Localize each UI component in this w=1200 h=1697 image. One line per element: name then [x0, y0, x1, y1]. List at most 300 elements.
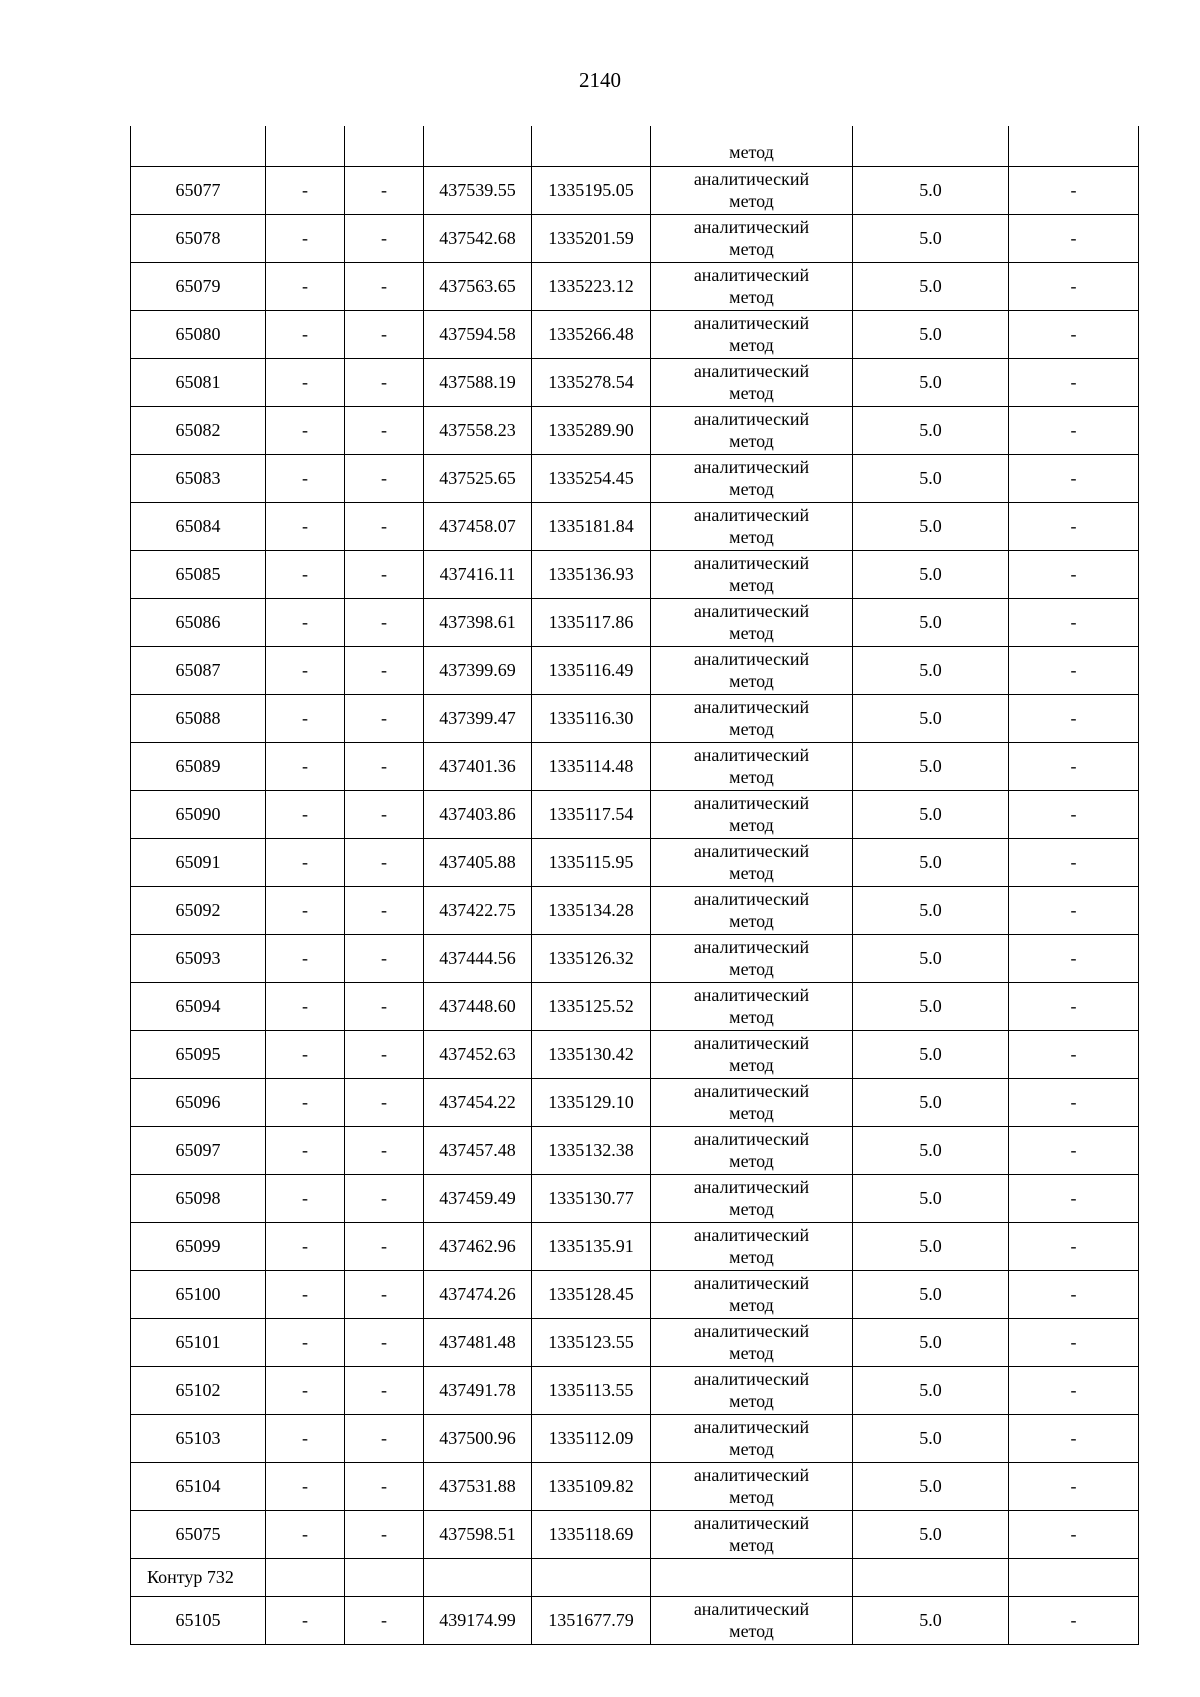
method-line-1: аналитический — [693, 552, 810, 573]
coordinates-table — [130, 126, 1139, 1645]
method-line-1: аналитический — [693, 792, 810, 813]
dash-cell: - — [1009, 1031, 1139, 1079]
table-cell — [853, 126, 1009, 167]
method-cell — [651, 599, 853, 647]
table-cell — [532, 1559, 651, 1597]
method-cell — [651, 263, 853, 311]
dash-cell: - — [266, 1223, 345, 1271]
method-line-2: метод — [729, 1390, 774, 1411]
method-line-2: метод — [729, 958, 774, 979]
table-row — [131, 1319, 1139, 1367]
method-line-2: метод — [729, 1486, 774, 1507]
method-line-2: метод — [729, 526, 774, 547]
method-line-1: аналитический — [693, 408, 810, 429]
method-line-1: аналитический — [693, 600, 810, 621]
dash-cell: - — [345, 1511, 424, 1559]
dash-cell: - — [1009, 1271, 1139, 1319]
dash-cell: - — [1009, 1415, 1139, 1463]
dash-cell: - — [266, 455, 345, 503]
method-cell — [651, 791, 853, 839]
method-line-2: метод — [729, 670, 774, 691]
point-id-cell: 65078 — [131, 215, 266, 263]
y-coordinate-cell: 1335112.09 — [532, 1415, 651, 1463]
y-coordinate-cell: 1335118.69 — [532, 1511, 651, 1559]
dash-cell: - — [1009, 647, 1139, 695]
method-line-2: метод — [729, 190, 774, 211]
table-row-continuation — [131, 126, 1139, 167]
page-number: 2140 — [579, 68, 621, 92]
y-coordinate-cell: 1335254.45 — [532, 455, 651, 503]
dash-cell: - — [1009, 1463, 1139, 1511]
dash-cell: - — [345, 455, 424, 503]
accuracy-cell: 5.0 — [853, 359, 1009, 407]
method-cell — [651, 1079, 853, 1127]
method-line-2: метод — [729, 814, 774, 835]
method-line-2: метод — [729, 286, 774, 307]
method-cell — [651, 1319, 853, 1367]
method-line-1: аналитический — [693, 1416, 810, 1437]
method-line-1: аналитический — [693, 936, 810, 957]
dash-cell: - — [266, 311, 345, 359]
y-coordinate-cell: 1335132.38 — [532, 1127, 651, 1175]
dash-cell: - — [345, 1271, 424, 1319]
point-id-cell: 65097 — [131, 1127, 266, 1175]
method-line-1: аналитический — [693, 1128, 810, 1149]
method-line-1: аналитический — [693, 696, 810, 717]
dash-cell: - — [1009, 1223, 1139, 1271]
y-coordinate-cell: 1335126.32 — [532, 935, 651, 983]
accuracy-cell: 5.0 — [853, 935, 1009, 983]
x-coordinate-cell: 437594.58 — [424, 311, 532, 359]
x-coordinate-cell: 437422.75 — [424, 887, 532, 935]
table-row — [131, 1511, 1139, 1559]
x-coordinate-cell: 437563.65 — [424, 263, 532, 311]
dash-cell: - — [266, 1463, 345, 1511]
dash-cell: - — [1009, 935, 1139, 983]
method-line-2: метод — [729, 1438, 774, 1459]
y-coordinate-cell: 1335201.59 — [532, 215, 651, 263]
point-id-cell: 65075 — [131, 1511, 266, 1559]
point-id-cell: 65102 — [131, 1367, 266, 1415]
y-coordinate-cell: 1335116.49 — [532, 647, 651, 695]
point-id-cell: 65084 — [131, 503, 266, 551]
accuracy-cell: 5.0 — [853, 551, 1009, 599]
table-row — [131, 983, 1139, 1031]
method-line-2: метод — [729, 622, 774, 643]
dash-cell: - — [1009, 311, 1139, 359]
y-coordinate-cell: 1335114.48 — [532, 743, 651, 791]
table-row — [131, 1175, 1139, 1223]
method-line-2: метод — [729, 1006, 774, 1027]
table-cell — [131, 126, 266, 167]
x-coordinate-cell: 437525.65 — [424, 455, 532, 503]
y-coordinate-cell: 1335109.82 — [532, 1463, 651, 1511]
dash-cell: - — [345, 791, 424, 839]
table-row — [131, 359, 1139, 407]
method-cell — [651, 1367, 853, 1415]
dash-cell: - — [345, 935, 424, 983]
method-cell — [651, 887, 853, 935]
method-line-2: метод — [729, 478, 774, 499]
table-cell — [345, 126, 424, 167]
accuracy-cell: 5.0 — [853, 1415, 1009, 1463]
method-line-1: аналитический — [693, 1272, 810, 1293]
method-line-2: метод — [729, 1102, 774, 1123]
dash-cell: - — [345, 1463, 424, 1511]
dash-cell: - — [345, 1319, 424, 1367]
x-coordinate-cell: 437542.68 — [424, 215, 532, 263]
x-coordinate-cell: 437457.48 — [424, 1127, 532, 1175]
accuracy-cell: 5.0 — [853, 1511, 1009, 1559]
dash-cell: - — [1009, 1127, 1139, 1175]
x-coordinate-cell: 437531.88 — [424, 1463, 532, 1511]
x-coordinate-cell: 437588.19 — [424, 359, 532, 407]
dash-cell: - — [1009, 791, 1139, 839]
dash-cell: - — [266, 1127, 345, 1175]
accuracy-cell: 5.0 — [853, 455, 1009, 503]
table-row — [131, 1127, 1139, 1175]
dash-cell: - — [266, 647, 345, 695]
dash-cell: - — [1009, 743, 1139, 791]
point-id-cell: 65093 — [131, 935, 266, 983]
dash-cell: - — [1009, 407, 1139, 455]
x-coordinate-cell: 437448.60 — [424, 983, 532, 1031]
dash-cell: - — [345, 1223, 424, 1271]
dash-cell: - — [345, 695, 424, 743]
table-row — [131, 503, 1139, 551]
point-id-cell: 65098 — [131, 1175, 266, 1223]
table-row — [131, 407, 1139, 455]
table-row — [131, 647, 1139, 695]
y-coordinate-cell: 1335116.30 — [532, 695, 651, 743]
method-cell — [651, 1175, 853, 1223]
method-cell — [651, 1597, 853, 1645]
point-id-cell: 65088 — [131, 695, 266, 743]
table-row — [131, 695, 1139, 743]
dash-cell: - — [345, 407, 424, 455]
method-line-2: метод — [729, 910, 774, 931]
method-cell — [651, 695, 853, 743]
accuracy-cell: 5.0 — [853, 1597, 1009, 1645]
x-coordinate-cell: 437399.69 — [424, 647, 532, 695]
method-cell — [651, 1223, 853, 1271]
method-line-1: аналитический — [693, 888, 810, 909]
dash-cell: - — [266, 887, 345, 935]
dash-cell: - — [266, 263, 345, 311]
table-row — [131, 1079, 1139, 1127]
point-id-cell: 65099 — [131, 1223, 266, 1271]
dash-cell: - — [1009, 695, 1139, 743]
method-cell — [651, 311, 853, 359]
y-coordinate-cell: 1335289.90 — [532, 407, 651, 455]
dash-cell: - — [345, 551, 424, 599]
method-line-1: аналитический — [693, 1176, 810, 1197]
method-cell — [651, 167, 853, 215]
accuracy-cell: 5.0 — [853, 695, 1009, 743]
y-coordinate-cell: 1335223.12 — [532, 263, 651, 311]
point-id-cell: 65105 — [131, 1597, 266, 1645]
point-id-cell: 65089 — [131, 743, 266, 791]
method-line-1: аналитический — [693, 168, 810, 189]
method-line-2: метод — [729, 1054, 774, 1075]
accuracy-cell: 5.0 — [853, 215, 1009, 263]
accuracy-cell: 5.0 — [853, 1463, 1009, 1511]
table-row — [131, 1031, 1139, 1079]
dash-cell: - — [266, 1511, 345, 1559]
method-cell — [651, 407, 853, 455]
table-row — [131, 839, 1139, 887]
point-id-cell: 65096 — [131, 1079, 266, 1127]
dash-cell: - — [266, 599, 345, 647]
dash-cell: - — [345, 1175, 424, 1223]
dash-cell: - — [1009, 839, 1139, 887]
dash-cell: - — [1009, 359, 1139, 407]
dash-cell: - — [345, 887, 424, 935]
dash-cell: - — [345, 1415, 424, 1463]
method-line-1: аналитический — [693, 1224, 810, 1245]
dash-cell: - — [266, 743, 345, 791]
accuracy-cell: 5.0 — [853, 1271, 1009, 1319]
dash-cell: - — [345, 983, 424, 1031]
x-coordinate-cell: 437481.48 — [424, 1319, 532, 1367]
dash-cell: - — [345, 647, 424, 695]
dash-cell: - — [266, 983, 345, 1031]
dash-cell: - — [266, 1175, 345, 1223]
method-line-1: аналитический — [693, 1512, 810, 1533]
dash-cell: - — [266, 791, 345, 839]
table-row — [131, 1367, 1139, 1415]
x-coordinate-cell: 437403.86 — [424, 791, 532, 839]
dash-cell: - — [266, 503, 345, 551]
table-cell — [424, 126, 532, 167]
x-coordinate-cell: 437500.96 — [424, 1415, 532, 1463]
method-line-2: метод — [729, 862, 774, 883]
dash-cell: - — [266, 1367, 345, 1415]
table-row — [131, 167, 1139, 215]
y-coordinate-cell: 1335278.54 — [532, 359, 651, 407]
dash-cell: - — [266, 695, 345, 743]
dash-cell: - — [1009, 503, 1139, 551]
accuracy-cell: 5.0 — [853, 599, 1009, 647]
method-line-2: метод — [729, 1150, 774, 1171]
x-coordinate-cell: 437405.88 — [424, 839, 532, 887]
x-coordinate-cell: 437598.51 — [424, 1511, 532, 1559]
method-cell — [651, 1031, 853, 1079]
dash-cell: - — [345, 1597, 424, 1645]
method-cell — [651, 839, 853, 887]
method-line-1: аналитический — [693, 216, 810, 237]
method-line-1: аналитический — [693, 504, 810, 525]
table-row — [131, 263, 1139, 311]
dash-cell: - — [1009, 1367, 1139, 1415]
method-line-2: метод — [729, 430, 774, 451]
y-coordinate-cell: 1335113.55 — [532, 1367, 651, 1415]
y-coordinate-cell: 1335195.05 — [532, 167, 651, 215]
y-coordinate-cell: 1335125.52 — [532, 983, 651, 1031]
dash-cell: - — [345, 1031, 424, 1079]
method-line-1: аналитический — [693, 1320, 810, 1341]
x-coordinate-cell: 437474.26 — [424, 1271, 532, 1319]
x-coordinate-cell: 437459.49 — [424, 1175, 532, 1223]
table-cell — [345, 1559, 424, 1597]
method-line-2: метод — [729, 1246, 774, 1267]
table-body — [131, 126, 1139, 1645]
method-line-2: метод — [729, 1534, 774, 1555]
dash-cell: - — [345, 599, 424, 647]
point-id-cell: 65104 — [131, 1463, 266, 1511]
dash-cell: - — [266, 551, 345, 599]
point-id-cell: 65090 — [131, 791, 266, 839]
y-coordinate-cell: 1335117.54 — [532, 791, 651, 839]
table-row — [131, 1415, 1139, 1463]
dash-cell: - — [1009, 167, 1139, 215]
y-coordinate-cell: 1335136.93 — [532, 551, 651, 599]
accuracy-cell: 5.0 — [853, 167, 1009, 215]
method-line-2: метод — [729, 238, 774, 259]
dash-cell: - — [345, 263, 424, 311]
x-coordinate-cell: 439174.99 — [424, 1597, 532, 1645]
y-coordinate-cell: 1335123.55 — [532, 1319, 651, 1367]
y-coordinate-cell: 1351677.79 — [532, 1597, 651, 1645]
dash-cell: - — [345, 503, 424, 551]
dash-cell: - — [1009, 1319, 1139, 1367]
table-row — [131, 791, 1139, 839]
method-line-2: метод — [729, 1342, 774, 1363]
table-cell — [424, 1559, 532, 1597]
table-cell — [651, 1559, 853, 1597]
x-coordinate-cell: 437454.22 — [424, 1079, 532, 1127]
table-row — [131, 887, 1139, 935]
accuracy-cell: 5.0 — [853, 311, 1009, 359]
table-row — [131, 743, 1139, 791]
method-cell — [651, 935, 853, 983]
method-line-1: аналитический — [693, 1032, 810, 1053]
point-id-cell: 65080 — [131, 311, 266, 359]
accuracy-cell: 5.0 — [853, 1223, 1009, 1271]
dash-cell: - — [345, 1127, 424, 1175]
dash-cell: - — [1009, 887, 1139, 935]
x-coordinate-cell: 437558.23 — [424, 407, 532, 455]
y-coordinate-cell: 1335135.91 — [532, 1223, 651, 1271]
method-line-2: метод — [729, 718, 774, 739]
method-line-1: аналитический — [693, 312, 810, 333]
method-line-2: метод — [729, 1620, 774, 1641]
accuracy-cell: 5.0 — [853, 407, 1009, 455]
table-row — [131, 1223, 1139, 1271]
method-line-1: аналитический — [693, 840, 810, 861]
table-cell — [853, 1559, 1009, 1597]
table-cell — [1009, 1559, 1139, 1597]
method-cell — [651, 455, 853, 503]
accuracy-cell: 5.0 — [853, 743, 1009, 791]
dash-cell: - — [345, 1079, 424, 1127]
point-id-cell: 65086 — [131, 599, 266, 647]
method-line-2: метод — [729, 382, 774, 403]
method-line-2: метод — [729, 574, 774, 595]
dash-cell: - — [1009, 1511, 1139, 1559]
dash-cell: - — [1009, 1079, 1139, 1127]
dash-cell: - — [266, 935, 345, 983]
point-id-cell: 65100 — [131, 1271, 266, 1319]
dash-cell: - — [266, 1597, 345, 1645]
method-cell — [651, 1415, 853, 1463]
accuracy-cell: 5.0 — [853, 839, 1009, 887]
accuracy-cell: 5.0 — [853, 503, 1009, 551]
method-line-1: аналитический — [693, 744, 810, 765]
dash-cell: - — [1009, 455, 1139, 503]
point-id-cell: 65095 — [131, 1031, 266, 1079]
method-line-1: аналитический — [693, 1080, 810, 1101]
accuracy-cell: 5.0 — [853, 983, 1009, 1031]
method-cell — [651, 359, 853, 407]
dash-cell: - — [1009, 983, 1139, 1031]
table-row — [131, 599, 1139, 647]
table-row — [131, 1271, 1139, 1319]
table-row — [131, 455, 1139, 503]
dash-cell: - — [345, 1367, 424, 1415]
contour-header-row — [131, 1559, 1139, 1597]
dash-cell: - — [266, 407, 345, 455]
accuracy-cell: 5.0 — [853, 1319, 1009, 1367]
dash-cell: - — [1009, 215, 1139, 263]
dash-cell: - — [1009, 599, 1139, 647]
dash-cell: - — [266, 359, 345, 407]
method-line-1: аналитический — [693, 456, 810, 477]
x-coordinate-cell: 437452.63 — [424, 1031, 532, 1079]
y-coordinate-cell: 1335266.48 — [532, 311, 651, 359]
y-coordinate-cell: 1335129.10 — [532, 1079, 651, 1127]
x-coordinate-cell: 437458.07 — [424, 503, 532, 551]
accuracy-cell: 5.0 — [853, 1031, 1009, 1079]
table-row — [131, 935, 1139, 983]
method-cell — [651, 983, 853, 1031]
method-cell — [651, 215, 853, 263]
point-id-cell: 65085 — [131, 551, 266, 599]
method-cell — [651, 743, 853, 791]
x-coordinate-cell: 437491.78 — [424, 1367, 532, 1415]
method-line-1: аналитический — [693, 1598, 810, 1619]
point-id-cell: 65087 — [131, 647, 266, 695]
method-line-1: аналитический — [693, 1368, 810, 1389]
table-cell — [1009, 126, 1139, 167]
dash-cell: - — [345, 839, 424, 887]
method-cell — [651, 1271, 853, 1319]
dash-cell: - — [1009, 1175, 1139, 1223]
point-id-cell: 65083 — [131, 455, 266, 503]
method-line-1: аналитический — [693, 264, 810, 285]
dash-cell: - — [1009, 551, 1139, 599]
dash-cell: - — [266, 1415, 345, 1463]
accuracy-cell: 5.0 — [853, 1175, 1009, 1223]
x-coordinate-cell: 437462.96 — [424, 1223, 532, 1271]
dash-cell: - — [266, 215, 345, 263]
table-cell — [532, 126, 651, 167]
method-line-2: метод — [729, 1198, 774, 1219]
table-row — [131, 1597, 1139, 1645]
y-coordinate-cell: 1335134.28 — [532, 887, 651, 935]
table-cell — [266, 126, 345, 167]
method-line-1: аналитический — [693, 984, 810, 1005]
dash-cell: - — [266, 167, 345, 215]
accuracy-cell: 5.0 — [853, 1367, 1009, 1415]
method-line-1: аналитический — [693, 360, 810, 381]
table-row — [131, 311, 1139, 359]
accuracy-cell: 5.0 — [853, 1079, 1009, 1127]
method-line-2: метод — [729, 766, 774, 787]
method-cell — [651, 647, 853, 695]
x-coordinate-cell: 437539.55 — [424, 167, 532, 215]
y-coordinate-cell: 1335130.42 — [532, 1031, 651, 1079]
